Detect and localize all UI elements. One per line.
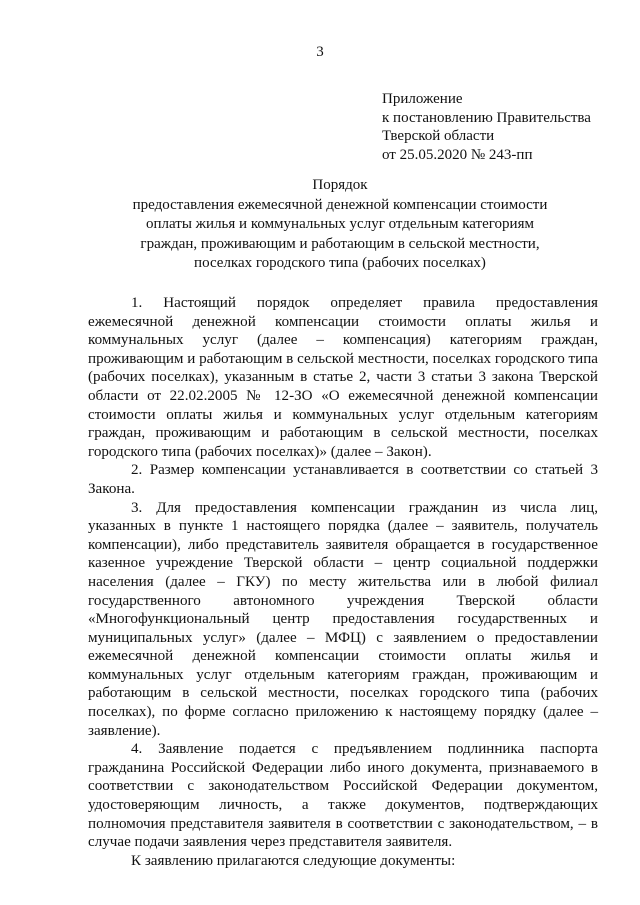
title-subtitle-line: предоставления ежемесячной денежной компенсации стоимости [132, 196, 548, 213]
title-heading: Порядок [312, 177, 368, 193]
appendix-block [382, 90, 622, 164]
appendix-line: Приложение [382, 91, 463, 107]
appendix-line: к постановлению Правительства [382, 109, 591, 126]
document-title [90, 176, 590, 274]
document-body [88, 294, 598, 870]
title-subtitle-line: граждан, проживающим и работающим в сельской местности, [140, 235, 540, 252]
title-subtitle-line: поселках городского типа (рабочих поселках) [194, 255, 486, 271]
paragraph-2: 2. Размер компенсации устанавливается в соответствии со статьей 3 Закона. [88, 462, 598, 497]
paragraph-1: 1. Настоящий порядок определяет правила предоставления ежемесячной денежной компенсации стоимости оплаты жилья и коммунальных услуг (далее – компенсация) категориям граждан, проживающим и работающим в сельской местности, поселках городского типа (рабочих поселках), указанным в статье 2, части 3 статьи 3 закона Тверской области от 22.02.2005 № 12-ЗО «О ежемесячной денежной компенсации стоимости оплаты жилья и коммунальных услуг отдельным категориям граждан, проживающим и работающим в сельской местности, поселках городского типа (рабочих поселках)» (далее – Закон). [88, 295, 598, 460]
page-number: 3 [316, 44, 324, 60]
paragraph-3: 3. Для предоставления компенсации гражданин из числа лиц, указанных в пункте 1 настоящего порядка (далее – заявитель, получатель компенсации), либо представитель заявителя обращается в государственное казенное учреждение Тверской области – центр социальной поддержки населения (далее – ГКУ) по месту жительства или в любой филиал государственного автономного учреждения Тверской области «Многофункциональный центр предоставления государственных и муниципальных услуг» (далее – МФЦ) с заявлением о предоставлении ежемесячной денежной компенсации стоимости оплаты жилья и коммунальных услуг отдельным категориям граждан, проживающим и работающим в сельской местности, поселках городского типа (рабочих поселках), по форме согласно приложению к настоящему порядку (далее – заявление). [88, 499, 598, 739]
paragraph-5: К заявлению прилагаются следующие документы: [131, 852, 456, 869]
title-subtitle-line: оплаты жилья и коммунальных услуг отдельным категориям [146, 216, 534, 232]
appendix-line: Тверской области [382, 128, 495, 144]
paragraph-4: 4. Заявление подается с предъявлением подлинника паспорта гражданина Российской Федерации либо иного документа, признаваемого в соответствии с законодательством Российской Федерации документом, удостоверяющим личность, а также документов, подтверждающих полномочия представителя заявителя в соответствии с законодательством, – в случае подачи заявления через представителя заявителя. [88, 741, 598, 851]
appendix-line: от 25.05.2020 № 243-пп [382, 146, 533, 163]
